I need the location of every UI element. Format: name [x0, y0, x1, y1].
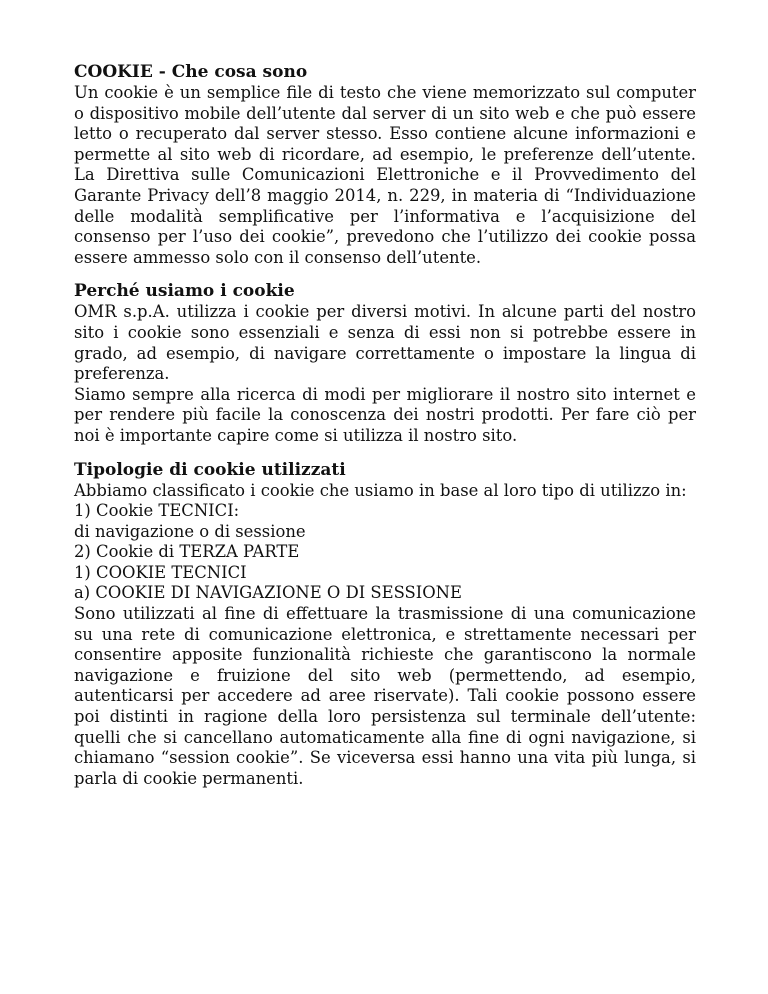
paragraph: Siamo sempre alla ricerca di modi per migliorare il nostro sito internet e per rendere più facile la conoscenza dei nostri prodotti. Per fare ciò per noi è importante capire come si utilizza il nostro sito.	[74, 384, 696, 445]
section-what-are-cookies	[74, 61, 696, 268]
section-heading: Perché usiamo i cookie	[74, 281, 295, 302]
section-heading: Tipologie di cookie utilizzati	[74, 459, 346, 480]
paragraph: Abbiamo classificato i cookie che usiamo in base al loro tipo di utilizzo in:	[74, 480, 687, 500]
paragraph: Sono utilizzati al fine di effettuare la trasmissione di una comunicazione su una rete di comunicazione elettronica, e strettamente necessari per consentire apposite funzionalità richieste che garantiscono la normale navigazione e fruizione del sito web (permettendo, ad esempio, autenticarsi per accedere ad aree riservate). Tali cookie possono essere poi distinti in ragione della loro persistenza sul terminale dell’utente: quelli che si cancellano automaticamente alla fine di ogni navigazione, si chiamano “session cookie”. Se viceversa essi hanno una vita più lunga, si parla di cookie permanenti.	[74, 604, 696, 788]
list-item: 1) COOKIE TECNICI	[74, 562, 247, 582]
list-item: a) COOKIE DI NAVIGAZIONE O DI SESSIONE	[74, 583, 462, 603]
section-why-cookies	[74, 280, 696, 446]
section-heading: COOKIE - Che cosa sono	[74, 62, 308, 82]
section-cookie-types	[74, 459, 696, 790]
paragraph: OMR s.p.A. utilizza i cookie per diversi motivi. In alcune parti del nostro sito i cookie sono essenziali e senza di essi non si potrebbe essere in grado, ad esempio, di navigare correttamente o impostare la lingua di preferenza.	[74, 302, 696, 384]
list-item: di navigazione o di sessione	[74, 521, 306, 541]
paragraph: Un cookie è un semplice file di testo che viene memorizzato sul computer o dispositivo mobile dell’utente dal server di un sito web e che può essere letto o recuperato dal server stesso. Esso contiene alcune informazioni e permette al sito web di ricordare, ad esempio, le preferenze dell’utente. La Direttiva sulle Comunicazioni Elettroniche e il Provvedimento del Garante Privacy dell’8 maggio 2014, n. 229, in materia di “Individuazione delle modalità semplificative per l’informativa e l’acquisizione del consenso per l’uso dei cookie”, prevedono che l’utilizzo dei cookie possa essere ammesso solo con il consenso dell’utente.	[74, 83, 696, 267]
list-item: 1) Cookie TECNICI:	[74, 501, 240, 521]
document-page	[74, 61, 696, 801]
list-item: 2) Cookie di TERZA PARTE	[74, 542, 300, 562]
